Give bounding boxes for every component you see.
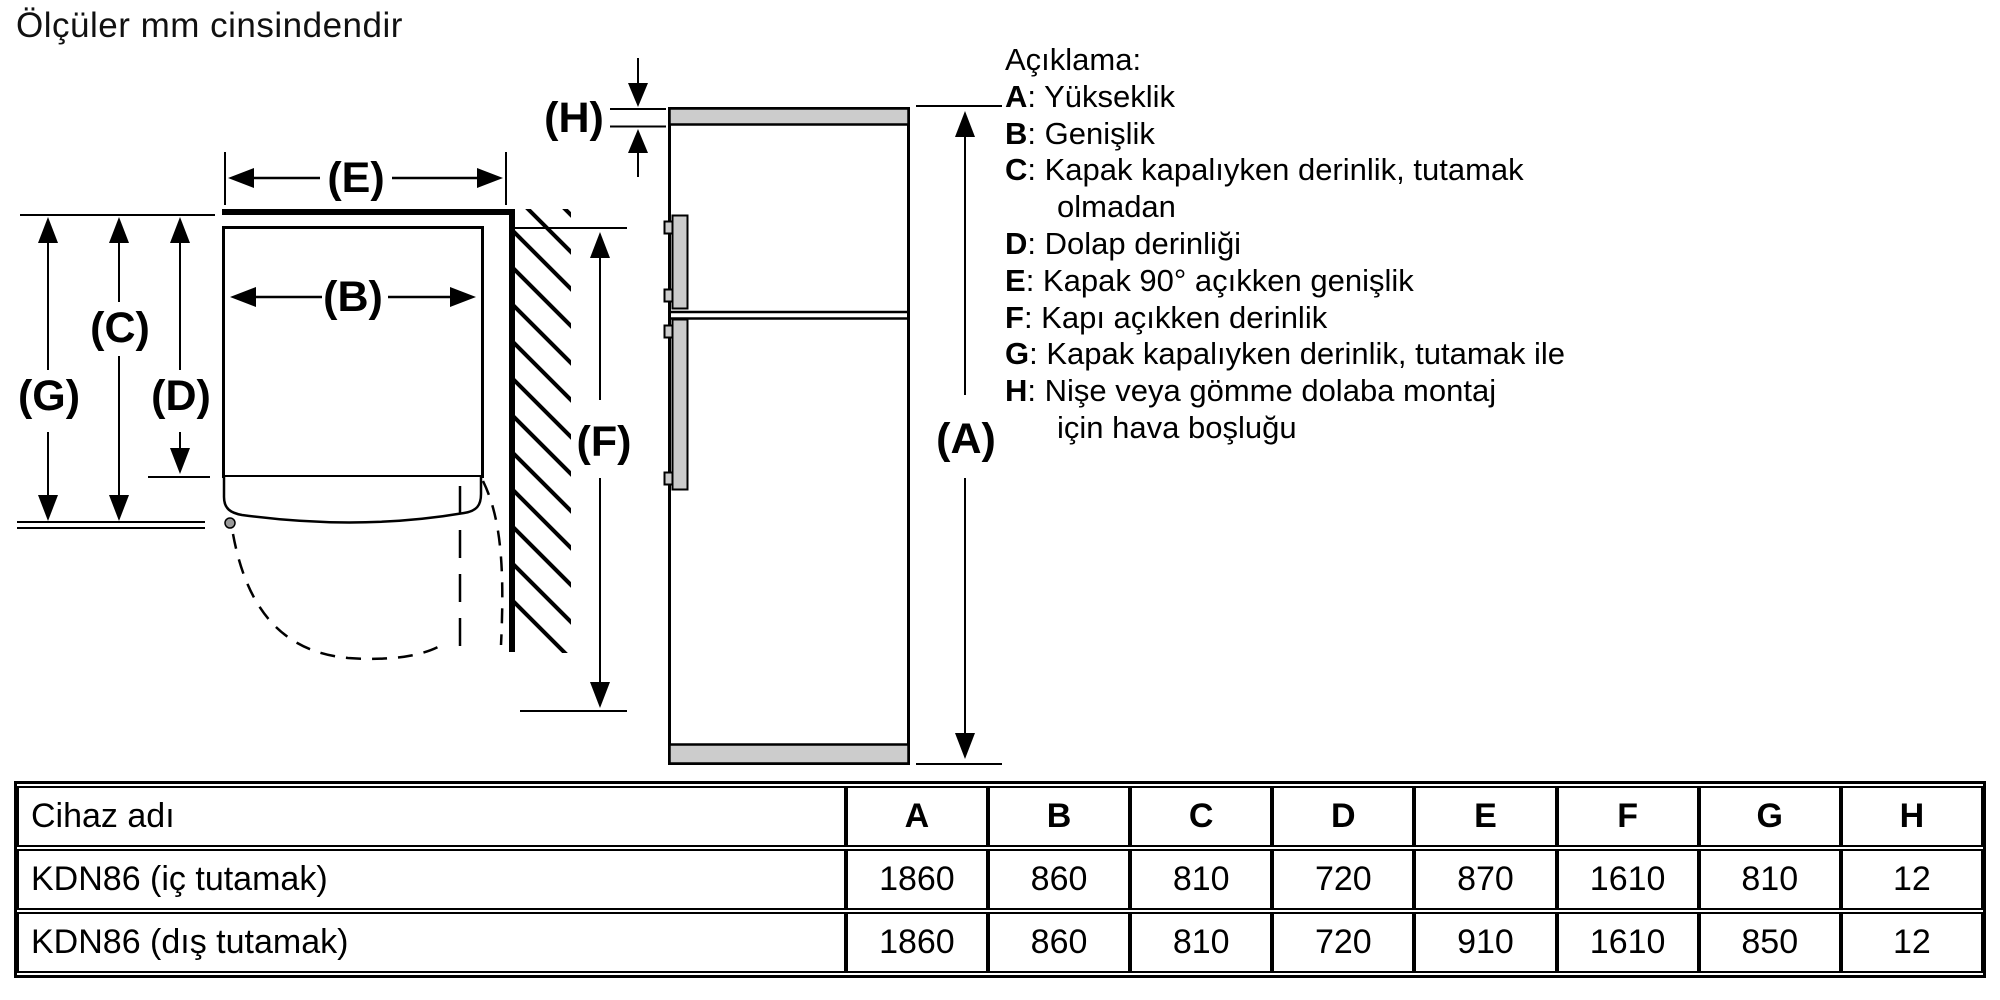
- door-swing-arc: [233, 534, 438, 659]
- depth-datum-lines: [17, 522, 205, 528]
- table-header-row: [17, 786, 1983, 847]
- legend-text: Yükseklik: [1044, 78, 1175, 114]
- legend-text: Kapak 90° açıkken genişlik: [1042, 262, 1414, 298]
- legend-text: Genişlik: [1044, 115, 1155, 151]
- legend-text-wrap: için hava boşluğu: [1057, 409, 1297, 445]
- value-d: 720: [1272, 912, 1414, 973]
- legend-separator: :: [1027, 373, 1045, 409]
- legend-text: Kapak kapalıyken derinlik, tutamak ile: [1046, 336, 1566, 372]
- wall-hatching: [509, 153, 585, 673]
- header-device-name: Cihaz adı: [17, 786, 846, 847]
- dim-label-d: (D): [151, 372, 211, 420]
- legend-title: Açıklama:: [1005, 42, 1142, 77]
- value-h: 12: [1841, 849, 1983, 910]
- header-a: A: [846, 786, 988, 847]
- value-c: 810: [1130, 912, 1272, 973]
- dimension-e: [225, 152, 506, 205]
- value-f: 1610: [1557, 849, 1699, 910]
- legend-text: Kapak kapalıyken derinlik, tutamak: [1044, 152, 1524, 188]
- legend-item-h: [1005, 373, 1955, 447]
- cabinet-body-plan: [224, 228, 483, 477]
- legend-key: B: [1005, 115, 1028, 151]
- appliance-body: [670, 109, 909, 764]
- appliance-top-trim: [670, 109, 909, 125]
- page-title: Ölçüler mm cinsindendir: [16, 6, 403, 45]
- legend-item-b: [1005, 116, 1955, 153]
- dim-label-a: (A): [936, 415, 996, 463]
- device-name: KDN86 (dış tutamak): [17, 912, 846, 973]
- dimension-a: [916, 106, 1002, 764]
- dim-label-b: (B): [323, 273, 383, 321]
- legend-key: A: [1005, 78, 1028, 114]
- legend-key: G: [1005, 336, 1030, 372]
- legend-key: C: [1005, 152, 1028, 188]
- value-e: 870: [1414, 849, 1556, 910]
- table-row: [17, 912, 1983, 973]
- legend-item-f: [1005, 300, 1955, 337]
- dimension-g: [18, 217, 80, 521]
- value-a: 1860: [846, 849, 988, 910]
- legend-separator: :: [1027, 78, 1045, 114]
- legend-separator: :: [1027, 152, 1045, 188]
- legend-text: Dolap derinliği: [1044, 225, 1242, 261]
- header-c: C: [1130, 786, 1272, 847]
- legend-separator: :: [1023, 299, 1042, 335]
- table-row: [17, 849, 1983, 910]
- lower-door-handle: [665, 320, 688, 490]
- dimension-c: [90, 217, 150, 521]
- side-view-diagram: [514, 58, 1002, 764]
- value-h: 12: [1841, 912, 1983, 973]
- legend-key: D: [1005, 225, 1028, 261]
- value-a: 1860: [846, 912, 988, 973]
- header-d: D: [1272, 786, 1414, 847]
- legend-key: H: [1005, 373, 1028, 409]
- value-c: 810: [1130, 849, 1272, 910]
- dimension-h: [544, 58, 666, 177]
- value-f: 1610: [1557, 912, 1699, 973]
- legend-item-c: [1005, 152, 1955, 226]
- door-wall-clearance-curve: [483, 481, 502, 645]
- top-view-diagram: [17, 152, 585, 673]
- dim-label-h: (H): [544, 94, 604, 142]
- value-d: 720: [1272, 849, 1414, 910]
- header-e: E: [1414, 786, 1556, 847]
- value-b: 860: [988, 849, 1130, 910]
- dim-label-f: (F): [576, 418, 632, 466]
- value-g: 810: [1699, 849, 1841, 910]
- door-hinge: [225, 518, 235, 528]
- legend-text-wrap: olmadan: [1057, 189, 1176, 225]
- value-e: 910: [1414, 912, 1556, 973]
- header-b: B: [988, 786, 1130, 847]
- legend: [1005, 42, 1955, 447]
- dimensions-table: [17, 784, 1983, 975]
- legend-text: Nişe veya gömme dolaba montaj: [1044, 373, 1497, 409]
- dimensions-table-container: [14, 781, 1986, 978]
- value-b: 860: [988, 912, 1130, 973]
- legend-separator: :: [1027, 225, 1045, 261]
- legend-separator: :: [1027, 115, 1045, 151]
- dim-label-e: (E): [327, 154, 385, 202]
- header-f: F: [1557, 786, 1699, 847]
- device-name: KDN86 (iç tutamak): [17, 849, 846, 910]
- upper-door-handle: [665, 216, 688, 309]
- legend-item-a: [1005, 79, 1955, 116]
- legend-item-d: [1005, 226, 1955, 263]
- legend-item-g: [1005, 336, 1955, 373]
- appliance-bottom-trim: [670, 745, 909, 764]
- dimension-d: [148, 217, 211, 477]
- dim-label-c: (C): [90, 304, 150, 352]
- legend-separator: :: [1025, 262, 1043, 298]
- dim-label-g: (G): [17, 372, 81, 420]
- legend-text: Kapı açıkken derinlik: [1041, 299, 1328, 335]
- header-h: H: [1841, 786, 1983, 847]
- value-g: 850: [1699, 912, 1841, 973]
- door-closed-front: [224, 477, 481, 522]
- legend-key: E: [1005, 262, 1026, 298]
- legend-item-e: [1005, 263, 1955, 300]
- header-g: G: [1699, 786, 1841, 847]
- legend-separator: :: [1029, 336, 1047, 372]
- legend-key: F: [1005, 299, 1024, 335]
